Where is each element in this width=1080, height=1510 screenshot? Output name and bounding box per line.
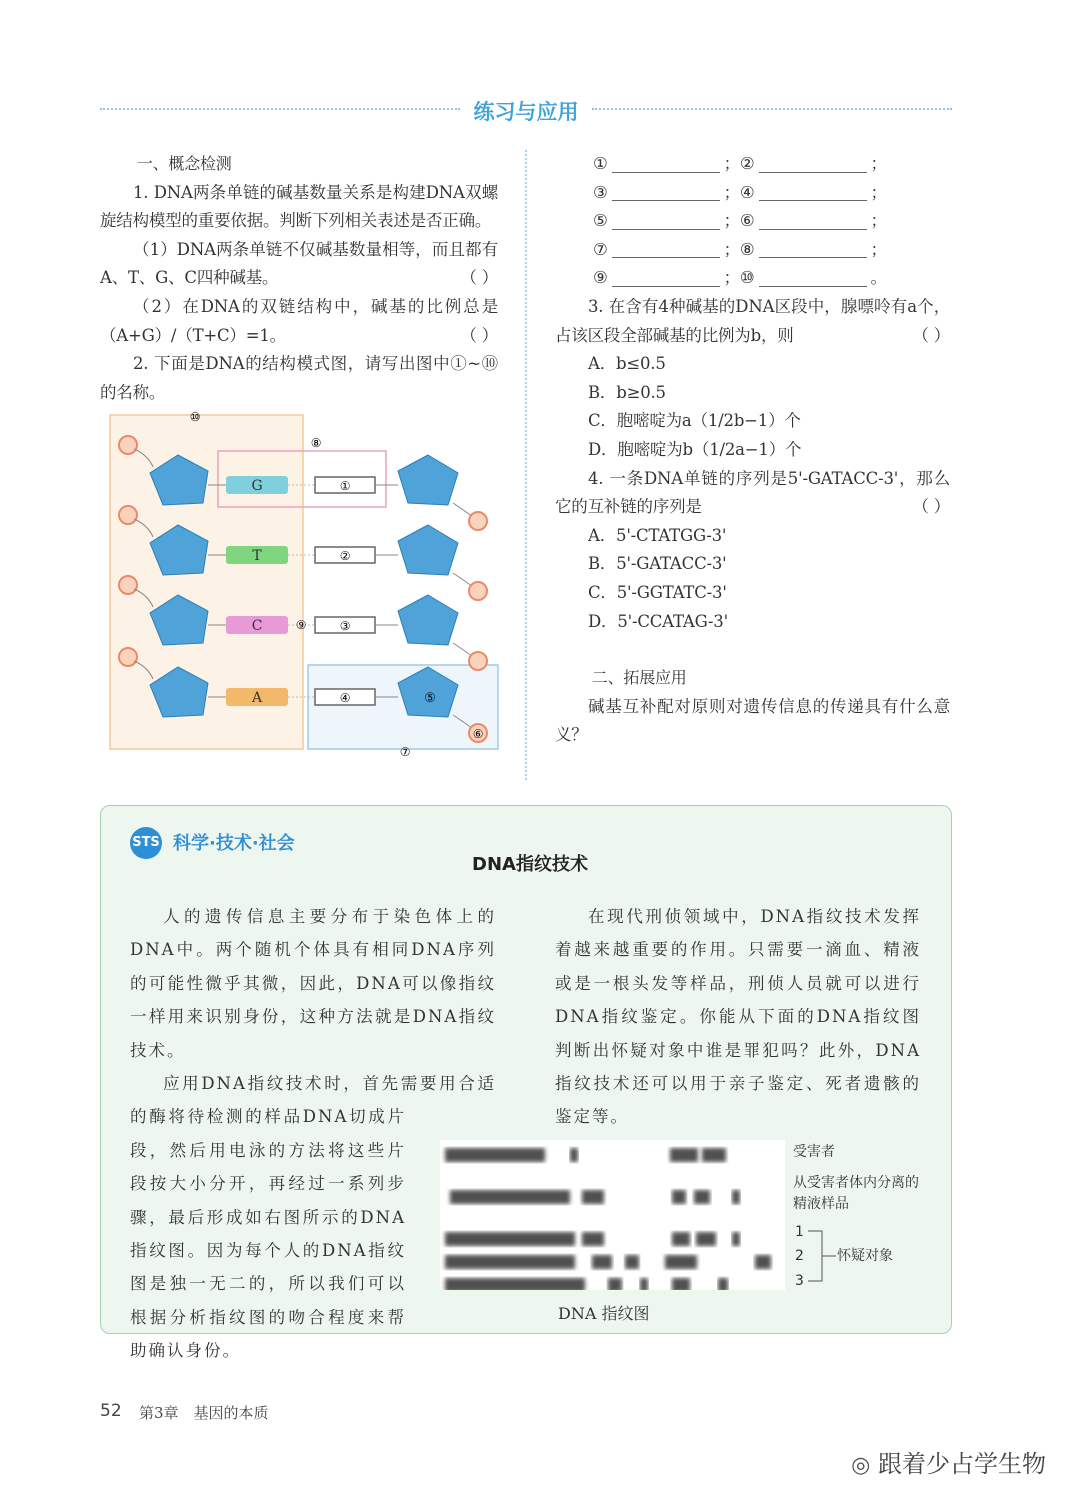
blank-row — [555, 207, 950, 236]
fingerprint-band — [592, 1255, 612, 1269]
fingerprint-band — [608, 1278, 622, 1290]
question-4-stem: 4. 一条DNA单链的序列是5'-GATACC-3'，那么它的互补链的序列是 — [555, 468, 950, 517]
blank-row — [555, 150, 950, 179]
fingerprint-band — [670, 1148, 698, 1162]
blank-row — [555, 236, 950, 265]
dna-structure-diagram — [108, 407, 503, 759]
fingerprint-band — [732, 1232, 740, 1246]
base-letter: G — [251, 478, 263, 495]
answer-blank[interactable] — [612, 200, 720, 201]
base-letter: A — [252, 690, 262, 707]
diagram-label: ① — [339, 479, 351, 494]
question-1-1 — [100, 236, 498, 293]
fingerprint-band — [702, 1148, 726, 1162]
blank-label: ⑤ — [593, 211, 608, 231]
base-letter: T — [252, 548, 262, 565]
answer-paren: （ ） — [460, 268, 498, 288]
blank-label: ⑦ — [593, 239, 608, 259]
phosphate-left — [119, 436, 137, 454]
diagram-label: ⑥ — [472, 727, 484, 742]
blank-label: ② — [739, 154, 755, 173]
sts-paragraph-1: 人的遗传信息主要分布于染色体上的DNA中。两个随机个体具有相同DNA序列的可能性微乎其微，因此，DNA可以像指纹一样用来识别身份，这种方法就是DNA指纹技术。 — [130, 907, 496, 1060]
fingerprint-band — [445, 1278, 585, 1290]
blank-label: ⑩ — [739, 268, 755, 288]
deoxyribose-right — [398, 595, 458, 645]
fingerprint-band — [450, 1190, 570, 1204]
answer-blank[interactable] — [612, 172, 720, 173]
fingerprint-band — [582, 1232, 604, 1246]
question-1-2-text: （2）在DNA的双链结构中，碱基的比例总是（A+G）/（T+C）=1。 — [100, 296, 498, 345]
suspect-bracket — [806, 1228, 838, 1284]
diagram-label: ② — [339, 549, 351, 564]
question-1-2 — [100, 293, 498, 350]
blank-row — [555, 264, 950, 293]
blank-label: ⑥ — [739, 211, 755, 231]
phosphate-right — [469, 652, 487, 670]
heading-concept-check: 一、概念检测 — [136, 154, 232, 173]
diagram-label: ⑧ — [310, 436, 322, 451]
answer-blank[interactable] — [759, 172, 867, 173]
phosphate-left — [119, 576, 137, 594]
fingerprint-band — [672, 1232, 690, 1246]
question-1-1-text: （1）DNA两条单链不仅碱基数量相等，而且都有A、T、G、C四种碱基。 — [100, 239, 498, 288]
fingerprint-band — [445, 1232, 575, 1246]
answer-blank[interactable] — [612, 229, 720, 230]
q3-option-c: C．胞嘧啶为a（1/2b−1）个 — [588, 411, 801, 431]
phosphate-right — [469, 512, 487, 530]
blank-label: ① — [593, 154, 608, 173]
figure-caption: DNA 指纹图 — [558, 1304, 650, 1323]
sts-paragraph-2-tail: 经过一系列步骤，最后形成如右图所示的DNA指纹图。因为每个人的DNA指纹图是独一无二的，所以我们可以根据分析指纹图的吻合程度来帮助确认身份。 — [130, 1174, 407, 1361]
diagram-label: ⑩ — [189, 410, 201, 425]
separator: ； — [723, 239, 740, 259]
sts-right-text — [555, 900, 921, 1134]
base-letter: C — [251, 618, 263, 635]
sts-logo: STS — [130, 827, 162, 859]
watermark-text: 跟着少占学生物 — [878, 1450, 1046, 1478]
suspect-1-number: 1 — [795, 1224, 804, 1240]
section-title: 练习与应用 — [473, 100, 579, 124]
question-3-stem: 3. 在含有4种碱基的DNA区段中，腺嘌呤有a个，占该区段全部碱基的比例为b，则 — [555, 296, 950, 345]
separator: ； — [870, 182, 887, 202]
separator: ； — [870, 239, 887, 259]
fingerprint-band — [582, 1190, 604, 1204]
fingerprint-band — [718, 1278, 728, 1290]
fingerprint-band — [625, 1255, 639, 1269]
diagram-label: ⑦ — [399, 745, 411, 760]
separator: ； — [723, 211, 740, 231]
heading-extended-application: 二、拓展应用 — [591, 668, 687, 688]
answer-blank[interactable] — [612, 257, 720, 258]
fingerprint-band — [732, 1190, 740, 1204]
diagram-label: ③ — [339, 619, 351, 634]
page-number: 52 — [100, 1401, 122, 1421]
fingerprint-band — [445, 1148, 545, 1162]
q4-option-a: A．5'-CTATGG-3' — [588, 525, 727, 545]
fingerprint-band — [696, 1232, 716, 1246]
answer-blank[interactable] — [759, 257, 867, 258]
blank-row — [555, 179, 950, 208]
wechat-icon: ◎ — [851, 1453, 871, 1478]
phosphate-left — [119, 506, 137, 524]
answer-paren: （ ） — [912, 497, 950, 517]
fingerprint-band — [694, 1190, 710, 1204]
sts-paragraph-3: 在现代刑侦领域中，DNA指纹技术发挥着越来越重要的作用。只需要一滴血、精液或是一根头发等样品，刑侦人员就可以进行DNA指纹鉴定。你能从下面的DNA指纹图判断出怀疑对象中谁是罪犯吗？此外，DNA指纹技术还可以用于亲子鉴定、死者遗骸的鉴定等。 — [555, 907, 921, 1127]
label-semen-sample: 从受害者体内分离的精液样品 — [793, 1175, 919, 1212]
blank-label: ④ — [739, 182, 755, 202]
dna-fingerprint-image — [440, 1140, 785, 1290]
deoxyribose-right — [398, 455, 458, 505]
chapter-title: 第3章 基因的本质 — [139, 1404, 269, 1422]
watermark — [851, 1444, 1046, 1479]
separator: ； — [723, 154, 740, 173]
diagram-label: ④ — [339, 691, 351, 706]
deoxyribose-right — [398, 525, 458, 575]
phosphate-right — [469, 582, 487, 600]
q4-option-c: C．5'-GGTATC-3' — [588, 582, 727, 602]
sts-label: 科学·技术·社会 — [173, 833, 295, 854]
fingerprint-band — [640, 1278, 648, 1290]
answer-blank[interactable] — [759, 200, 867, 201]
bond-line — [453, 643, 473, 657]
right-column — [555, 150, 950, 750]
bond-line — [453, 573, 473, 587]
question-5: 碱基互补配对原则对遗传信息的传递具有什么意义？ — [555, 696, 950, 745]
suspect-3-number: 3 — [795, 1273, 804, 1289]
q3-option-d: D．胞嘧啶为b（1/2a−1）个 — [588, 439, 802, 459]
q3-option-a: A．b≤0.5 — [588, 354, 666, 374]
answer-blank[interactable] — [612, 286, 720, 287]
suspect-2-number: 2 — [795, 1248, 804, 1264]
blank-label: ⑨ — [593, 268, 608, 288]
question-3 — [555, 293, 950, 350]
question-2-stem: 2. 下面是DNA的结构模式图，请写出图中①~⑩的名称。 — [100, 354, 498, 402]
answer-paren: （ ） — [912, 325, 950, 345]
question-4 — [555, 465, 950, 522]
blank-label: ⑧ — [739, 239, 755, 259]
q3-option-b: B．b≥0.5 — [588, 382, 666, 402]
fingerprint-band — [570, 1148, 578, 1162]
separator: ； — [870, 211, 887, 231]
sts-paragraph-2-head: 应用DNA指纹技术时，首先需要用合适的酶将待检测的样品DNA切成片段，然后用电泳的方法将这些片段按大小分开，再 — [130, 1074, 496, 1194]
answer-paren: （ ） — [460, 325, 498, 345]
decorative-wave-left — [100, 108, 460, 114]
q4-option-b: B．5'-GATACC-3' — [588, 554, 727, 574]
fingerprint-band — [665, 1255, 697, 1269]
diagram-label: ⑤ — [424, 691, 436, 707]
diagram-label: ⑨ — [295, 618, 307, 633]
separator: 。 — [870, 268, 887, 288]
blank-label: ③ — [593, 182, 608, 202]
spacer — [555, 636, 950, 664]
question-1-stem: 1. DNA两条单链的碱基数量关系是构建DNA双螺旋结构模型的重要依据。判断下列相关表述是否正确。 — [100, 182, 498, 231]
left-column — [100, 150, 498, 759]
answer-blanks — [555, 150, 950, 293]
q4-option-d: D．5'-CCATAG-3' — [588, 611, 728, 631]
fingerprint-band — [672, 1190, 686, 1204]
fingerprint-band — [755, 1255, 771, 1269]
label-suspects: 怀疑对象 — [837, 1248, 893, 1264]
separator: ； — [723, 182, 740, 202]
fingerprint-band — [445, 1255, 575, 1269]
bond-line — [453, 503, 473, 517]
separator: ； — [723, 268, 740, 288]
answer-blank[interactable] — [759, 286, 867, 287]
sts-left-text — [130, 900, 496, 1368]
section-header — [100, 96, 952, 126]
decorative-wave-right — [592, 108, 952, 114]
phosphate-left — [119, 648, 137, 666]
answer-blank[interactable] — [759, 229, 867, 230]
separator: ； — [870, 154, 887, 173]
box-title: DNA指纹技术 — [472, 854, 588, 875]
column-divider — [525, 150, 527, 780]
fingerprint-band — [672, 1278, 690, 1290]
label-victim: 受害者 — [793, 1144, 835, 1160]
